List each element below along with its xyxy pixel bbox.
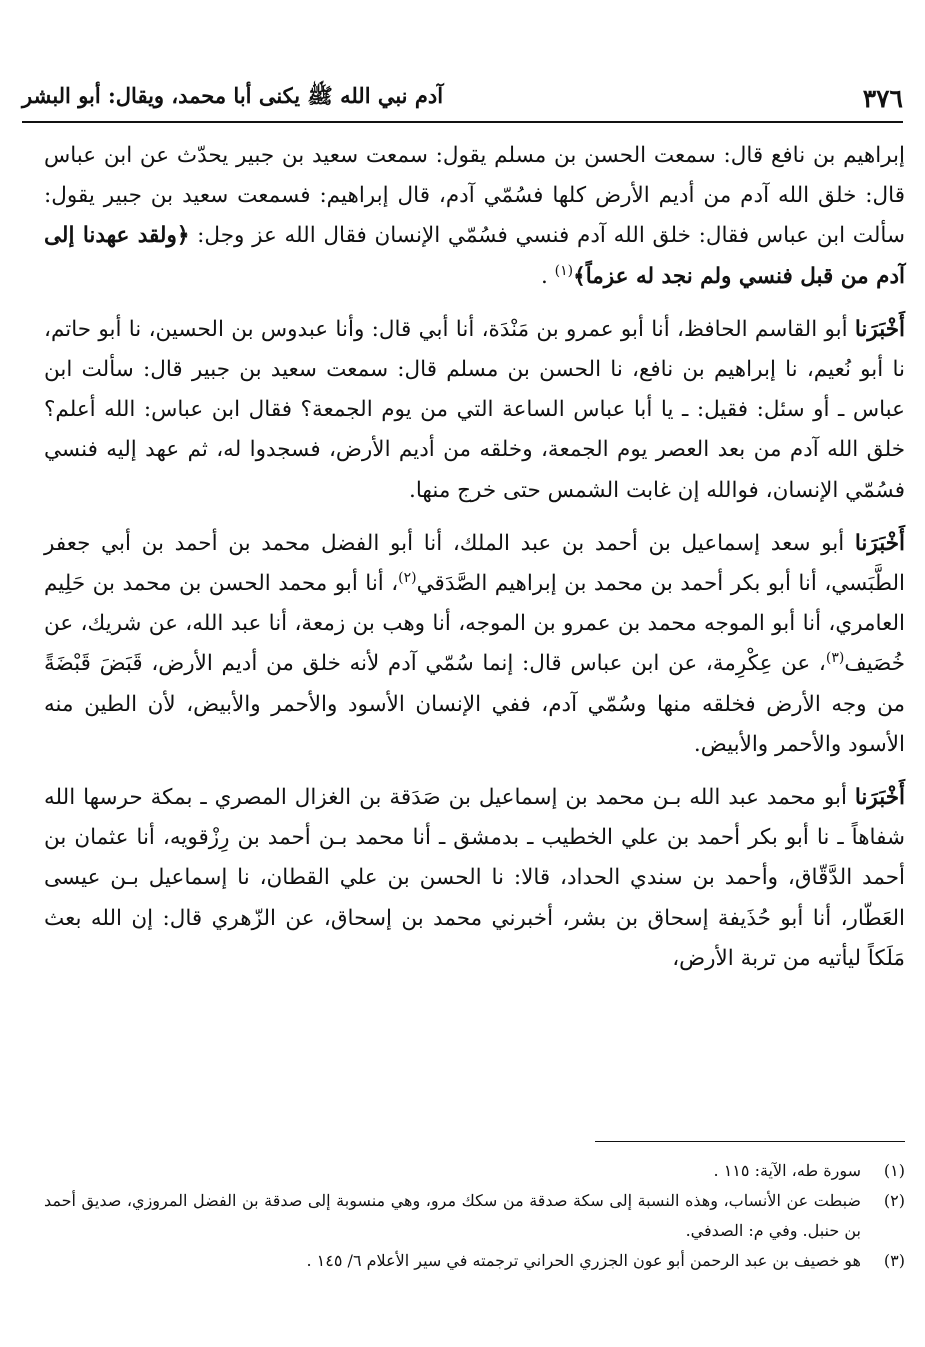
- paragraph-text: ، أنا أبو محمد الحسن بن محمد بن حَلِيم العامري، أنا أبو الموجه محمد بن عمرو بن الموجه، أنا وهب بن زمعة، أنا عبد الله، عن شريك، عن خُصَيف: [44, 571, 905, 677]
- paragraph-lead: أَخْبَرَنا: [854, 530, 905, 556]
- footnote-text: سورة طه، الآية: ١١٥ .: [713, 1161, 861, 1180]
- paragraph-lead: أَخْبَرَنا: [854, 785, 905, 811]
- header-rule: [22, 121, 903, 123]
- paragraph-text: إبراهيم بن نافع قال: سمعت الحسن بن مسلم يقول: سمعت سعيد بن جبير يحدّث عن ابن عباس قال: خلق الله آدم من أديم الأرض كلها فسُمّي آدم، قال إبراهيم: فسمعت سعيد بن جبير يقول: سألت ابن عباس فقال: خلق الله آدم فنسي فسُمّي الإنسان فقال الله عز وجل:: [44, 143, 905, 249]
- paragraph-text: أبو محمد عبد الله بـن محمد بن إسماعيل بن صَدَقة بن الغزال المصري ـ بمكة حرسها الله شفاهاً ـ نا أبو بكر أحمد بن علي الخطيب ـ بدمشق ـ أنا محمد بـن أحمد بن رِزْقويه، أنا عثمان بن أحمد الدَّقّاق، وأحمد بن سندي الحداد، قالا: نا الحسن بن علي القطان، نا إسماعيل بـن عيسى العَطّار، أنا أبو حُذَيفة إسحاق بن بشر، أخبرني محمد بن إسحاق، عن الزّهري قال: إن الله بعث مَلَكاً ليأتيه من تربة الأرض،: [44, 785, 905, 971]
- footnote-item: [44, 1156, 905, 1186]
- paragraph-lead: أَخْبَرَنا: [854, 316, 905, 342]
- footnote-ref-3[interactable]: (٣): [825, 650, 845, 667]
- footnote-rule: [595, 1141, 905, 1142]
- footnote-text: ضبطت عن الأنساب، وهذه النسبة إلى سكة صدقة من سكك مرو، وهي منسوبة إلى صدقة بن الفضل المروزي، صديق أحمد بن حنبل. وفي م: الصدفي.: [44, 1191, 861, 1240]
- page-header: [22, 80, 903, 116]
- footnote-number: (٢): [883, 1191, 905, 1210]
- footnote-text: هو خصيف بن عبد الرحمن أبو عون الجزري الحراني ترجمته في سير الأعلام ٦/ ١٤٥ .: [306, 1251, 861, 1270]
- running-title: آدم نبي الله ﷺ يكنى أبا محمد، ويقال: أبو البشر: [22, 82, 444, 108]
- footnote-ref-2[interactable]: (٢): [398, 569, 417, 586]
- page-number: ٣٧٦: [862, 83, 903, 113]
- paragraph-text: أبو القاسم الحافظ، أنا أبو عمرو بن مَنْدَة، أنا أبي قال: وأنا عبدوس بن الحسين، نا أبو حاتم، نا أبو نُعيم، نا إبراهيم بن نافع، نا الحسن بن مسلم قال: سمعت سعيد بن جبير قال: سألت ابن عباس ـ أو سئل: فقيل: ـ يا أبا عباس الساعة التي من يوم الجمعة؟ فقال ابن عباس: الله أعلم؟ خلق الله آدم من بعد العصر يوم الجمعة، وخلقه من أديم الأرض، فسجدوا له، ثم عهد إليه فنسي فسُمّي الإنسان، فوالله إن غابت الشمس حتى خرج منها.: [44, 316, 905, 503]
- footnotes: [44, 1156, 905, 1276]
- footnote-number: (٣): [883, 1251, 905, 1270]
- paragraph-3: [44, 524, 905, 765]
- paragraph-text: ، عن عِكْرِمة، عن ابن عباس قال: إنما سُمّي آدم لأنه خلق من أديم الأرض، قَبَضَ قَبْضَةً من وجه الأرض فخلقه منها وسُمّي آدم، ففي الإنسان الأسود والأحمر والأبيض، لأن الطين منه الأسود والأحمر والأبيض.: [44, 651, 905, 757]
- paragraph-2: [44, 310, 905, 511]
- paragraph-4: [44, 778, 905, 979]
- paragraph-1: [44, 136, 905, 297]
- paragraph-tail: .: [540, 263, 555, 289]
- footnote-number: (١): [883, 1161, 905, 1180]
- quran-verse: ﴿ولقد عهدنا إلى آدم من قبل فنسي ولم نجد له عزماً﴾: [44, 223, 905, 289]
- main-text: [44, 136, 905, 979]
- paragraph-text: أبو سعد إسماعيل بن أحمد بن عبد الملك، أنا أبو الفضل محمد بن أحمد بن أبي جعفر الطَّبَسي، أنا أبو بكر أحمد بن محمد بن إبراهيم الصَّدَقي: [44, 530, 906, 597]
- footnote-ref-1[interactable]: (١): [554, 262, 574, 279]
- footnote-item: [44, 1186, 905, 1246]
- footnote-item: [44, 1246, 905, 1276]
